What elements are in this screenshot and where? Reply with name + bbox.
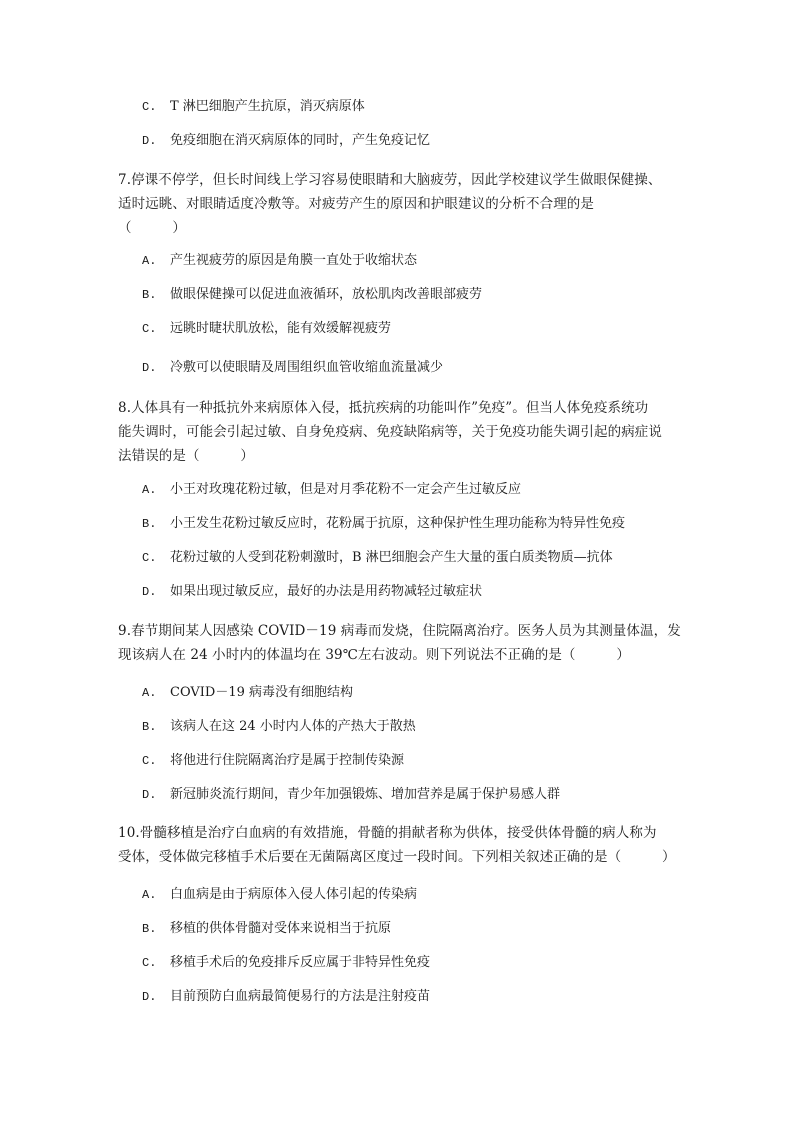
q8-option-b (142, 515, 625, 533)
q10-option-b (142, 920, 391, 938)
q10-stem-line: 受体，受体做完移植手术后要在无菌隔离区度过一段时间。下列相关叙述正确的是（ ） (118, 849, 676, 865)
q8-stem (118, 396, 686, 468)
option-letter: A. (142, 254, 157, 268)
q8-stem-line: 能失调时，可能会引起过敏、自身免疫病、免疫缺陷病等，关于免疫功能失调引起的病症说 (118, 424, 662, 440)
option-text: 小王对玫瑰花粉过敏，但是对月季花粉不一定会产生过敏反应 (170, 482, 522, 497)
q8-stem-line: 法错误的是（ ） (118, 448, 254, 464)
option-letter: A. (142, 686, 157, 700)
q7-option-b (142, 286, 482, 304)
q10-option-d (142, 988, 430, 1006)
q8-stem-line: 8.人体具有一种抵抗外来病原体入侵，抵抗疾病的功能叫作”免疫”。但当人体免疫系统功 (118, 400, 649, 416)
q10-stem (118, 821, 686, 869)
q8-option-d (142, 583, 482, 601)
option-text: 冷敷可以使眼睛及周围组织血管收缩血流量减少 (170, 360, 444, 375)
option-text: 新冠肺炎流行期间，青少年加强锻炼、增加营养是属于保护易感人群 (170, 787, 561, 802)
option-text: 远眺时睫状肌放松，能有效缓解视疲劳 (170, 321, 392, 336)
option-letter: C. (142, 956, 157, 970)
option-text: T 淋巴细胞产生抗原，消灭病原体 (170, 99, 365, 114)
option-text: 做眼保健操可以促进血液循环，放松肌肉改善眼部疲劳 (170, 287, 483, 302)
option-text: 移植的供体骨髓对受体来说相当于抗原 (170, 921, 392, 936)
option-letter: D. (142, 990, 157, 1004)
q10-stem-line: 10.骨髓移植是治疗白血病的有效措施，骨髓的捐献者称为供体，接受供体骨髓的病人称为 (118, 825, 657, 841)
option-letter: D. (142, 134, 157, 148)
option-letter: C. (142, 551, 157, 565)
q9-option-c (142, 752, 404, 770)
option-letter: B. (142, 288, 157, 302)
q9-stem-line: 现该病人在 24 小时内的体温均在 39℃左右波动。则下列说法不正确的是（ ） (118, 647, 630, 663)
option-text: 目前预防白血病最简便易行的方法是注射疫苗 (170, 989, 431, 1004)
option-letter: B. (142, 720, 157, 734)
option-letter: A. (142, 483, 157, 497)
q7-option-a (142, 252, 417, 270)
option-letter: B. (142, 517, 157, 531)
q6-option-c (142, 98, 365, 116)
q9-stem-line: 9.春节期间某人因感染 COVID－19 病毒而发烧，住院隔离治疗。医务人员为其测量体温，发 (118, 623, 681, 639)
option-letter: C. (142, 754, 157, 768)
option-letter: C. (142, 100, 157, 114)
q7-option-d (142, 359, 443, 377)
q7-stem-line: 适时远眺、对眼睛适度冷敷等。对疲劳产生的原因和护眼建议的分析不合理的是 (118, 196, 594, 212)
q6-option-d (142, 132, 430, 150)
option-text: 该病人在这 24 小时内人体的产热大于散热 (170, 719, 416, 734)
option-text: COVID－19 病毒没有细胞结构 (170, 685, 353, 700)
option-letter: A. (142, 888, 157, 902)
option-letter: C. (142, 322, 157, 336)
q7-stem-line: 7.停课不停学，但长时间线上学习容易使眼睛和大脑疲劳，因此学校建议学生做眼保健操、 (118, 172, 662, 188)
q7-option-c (142, 320, 391, 338)
option-letter: D. (142, 361, 157, 375)
option-text: 将他进行住院隔离治疗是属于控制传染源 (170, 753, 405, 768)
option-text: 移植手术后的免疫排斥反应属于非特异性免疫 (170, 955, 431, 970)
option-text: 产生视疲劳的原因是角膜一直处于收缩状态 (170, 253, 418, 268)
option-text: 如果出现过敏反应，最好的办法是用药物减轻过敏症状 (170, 584, 483, 599)
option-letter: D. (142, 585, 157, 599)
q9-stem (118, 619, 686, 667)
option-letter: B. (142, 922, 157, 936)
q7-stem (118, 168, 686, 240)
q9-option-d (142, 786, 560, 804)
option-text: 小王发生花粉过敏反应时，花粉属于抗原，这种保护性生理功能称为特异性免疫 (170, 516, 626, 531)
option-text: 白血病是由于病原体入侵人体引起的传染病 (170, 887, 418, 902)
q9-option-b (142, 718, 416, 736)
q7-stem-line: （ ） (118, 220, 186, 236)
q10-option-a (142, 886, 417, 904)
q10-option-c (142, 954, 430, 972)
option-text: 免疫细胞在消灭病原体的同时，产生免疫记忆 (170, 133, 431, 148)
q9-option-a (142, 684, 353, 702)
q8-option-c (142, 549, 613, 567)
q8-option-a (142, 481, 521, 499)
option-letter: D. (142, 788, 157, 802)
option-text: 花粉过敏的人受到花粉刺激时，B 淋巴细胞会产生大量的蛋白质类物质—抗体 (170, 550, 613, 565)
